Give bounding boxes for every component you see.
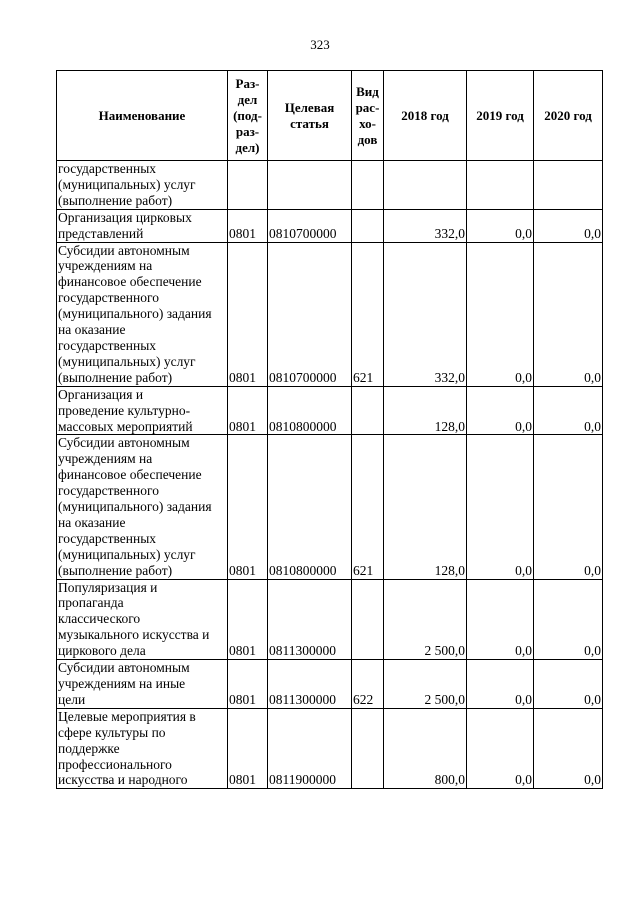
cell-name: Субсидии автономным учреждениям на финансовое обеспечение государственного (муниципального) задания на оказание государственных (муниципальных) услуг (выполнение работ) <box>57 242 228 386</box>
cell-section: 0801 <box>228 708 268 789</box>
cell-name: Субсидии автономным учреждениям на финансовое обеспечение государственного (муниципального) задания на оказание государственных (муниципальных) услуг (выполнение работ) <box>57 435 228 579</box>
header-name: Наименование <box>57 71 228 161</box>
table-row <box>57 708 603 789</box>
table-row <box>57 242 603 386</box>
table-header-row <box>57 71 603 161</box>
cell-section: 0801 <box>228 386 268 435</box>
cell-name: Организация и проведение культурно- массовых мероприятий <box>57 386 228 435</box>
cell-y2018: 2 500,0 <box>384 660 467 709</box>
header-2018: 2018 год <box>384 71 467 161</box>
table-row <box>57 209 603 242</box>
cell-type <box>352 209 384 242</box>
cell-y2019 <box>467 161 534 210</box>
cell-name: государственных (муниципальных) услуг (выполнение работ) <box>57 161 228 210</box>
cell-y2019: 0,0 <box>467 209 534 242</box>
cell-section: 0801 <box>228 209 268 242</box>
header-2020: 2020 год <box>534 71 603 161</box>
cell-target: 0811300000 <box>268 660 352 709</box>
cell-type <box>352 161 384 210</box>
cell-section: 0801 <box>228 579 268 660</box>
cell-y2018: 128,0 <box>384 435 467 579</box>
cell-section: 0801 <box>228 660 268 709</box>
cell-name: Субсидии автономным учреждениям на иные цели <box>57 660 228 709</box>
cell-y2018: 128,0 <box>384 386 467 435</box>
page-number: 323 <box>310 37 330 52</box>
cell-type: 621 <box>352 242 384 386</box>
cell-y2019: 0,0 <box>467 435 534 579</box>
cell-y2019: 0,0 <box>467 660 534 709</box>
cell-type <box>352 708 384 789</box>
cell-y2020 <box>534 161 603 210</box>
header-type: Вид рас- хо- дов <box>352 71 384 161</box>
cell-target: 0810800000 <box>268 435 352 579</box>
cell-target: 0810700000 <box>268 209 352 242</box>
cell-y2020: 0,0 <box>534 708 603 789</box>
cell-type: 621 <box>352 435 384 579</box>
header-section: Раз- дел (под- раз- дел) <box>228 71 268 161</box>
table-row <box>57 161 603 210</box>
cell-y2020: 0,0 <box>534 579 603 660</box>
cell-y2018: 332,0 <box>384 242 467 386</box>
cell-name: Популяризация и пропаганда классического музыкального искусства и циркового дела <box>57 579 228 660</box>
cell-y2018 <box>384 161 467 210</box>
header-target: Целевая статья <box>268 71 352 161</box>
cell-target: 0811300000 <box>268 579 352 660</box>
cell-target: 0810700000 <box>268 242 352 386</box>
cell-y2018: 2 500,0 <box>384 579 467 660</box>
budget-table <box>56 70 603 789</box>
cell-type <box>352 579 384 660</box>
cell-y2019: 0,0 <box>467 708 534 789</box>
cell-y2019: 0,0 <box>467 386 534 435</box>
cell-section: 0801 <box>228 435 268 579</box>
table-row <box>57 579 603 660</box>
cell-y2020: 0,0 <box>534 242 603 386</box>
cell-target: 0810800000 <box>268 386 352 435</box>
cell-name: Целевые мероприятия в сфере культуры по поддержке профессионального искусства и народного <box>57 708 228 789</box>
cell-y2020: 0,0 <box>534 386 603 435</box>
cell-type <box>352 386 384 435</box>
table-row <box>57 386 603 435</box>
header-2019: 2019 год <box>467 71 534 161</box>
table-body <box>57 161 603 789</box>
cell-section <box>228 161 268 210</box>
cell-y2020: 0,0 <box>534 209 603 242</box>
cell-y2019: 0,0 <box>467 579 534 660</box>
cell-target: 0811900000 <box>268 708 352 789</box>
table-row <box>57 660 603 709</box>
cell-name: Организация цирковых представлений <box>57 209 228 242</box>
cell-y2020: 0,0 <box>534 660 603 709</box>
cell-y2020: 0,0 <box>534 435 603 579</box>
cell-target <box>268 161 352 210</box>
cell-y2018: 800,0 <box>384 708 467 789</box>
cell-section: 0801 <box>228 242 268 386</box>
cell-y2019: 0,0 <box>467 242 534 386</box>
cell-type: 622 <box>352 660 384 709</box>
table-row <box>57 435 603 579</box>
cell-y2018: 332,0 <box>384 209 467 242</box>
